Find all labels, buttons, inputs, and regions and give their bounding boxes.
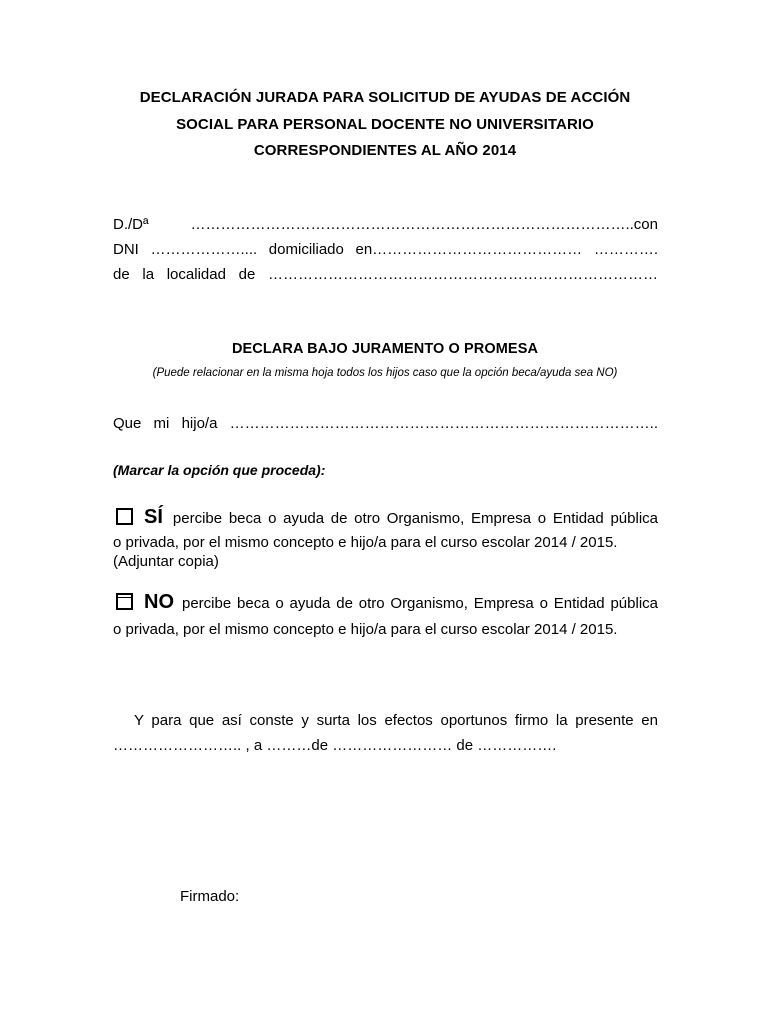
closing-line-1: Y para que así conste y surta los efectos oportunos firmo la presente en (134, 712, 658, 729)
declaration-heading: DECLARA BAJO JURAMENTO O PROMESA (231, 341, 539, 357)
child-name-line: Que mi hijo/a ………………………………………………………………………….. (113, 415, 658, 432)
no-option-first-line (144, 591, 658, 614)
declaration-note: (Puede relacionar en la misma hoja todos los hijos caso que la opción beca/ayuda sea NO) (152, 367, 618, 379)
identity-dni-address-line: DNI ……………….... domiciliado en…………………………………… …………. (113, 241, 658, 258)
document-title-line-2: SOCIAL PARA PERSONAL DOCENTE NO UNIVERSITARIO (176, 116, 594, 133)
yes-option-text-2: o privada, por el mismo concepto e hijo/a para el curso escolar 2014 / 2015. (113, 534, 618, 551)
yes-checkbox[interactable] (116, 508, 133, 525)
yes-option-label: SÍ (144, 506, 163, 528)
identity-locality-line: de la localidad de …………………………………………………………………… (113, 266, 658, 283)
closing-place-date-line: …………………….. , a ………de …………………… de ……………. (113, 737, 557, 754)
no-option-text-2: o privada, por el mismo concepto e hijo/a para el curso escolar 2014 / 2015. (113, 621, 618, 638)
yes-option-text-3: (Adjuntar copia) (113, 553, 219, 570)
document-title-line-3: CORRESPONDIENTES AL AÑO 2014 (253, 142, 517, 159)
signature-label: Firmado: (180, 888, 240, 905)
no-option-text-1: percibe beca o ayuda de otro Organismo, Empresa o Entidad pública (182, 595, 658, 612)
yes-option-text-1: percibe beca o ayuda de otro Organismo, Empresa o Entidad pública (172, 510, 658, 527)
selection-instruction: (Marcar la opción que proceda): (113, 462, 326, 478)
document-title-line-1: DECLARACIÓN JURADA PARA SOLICITUD DE AYUDAS DE ACCIÓN (139, 89, 631, 106)
no-checkbox[interactable] (116, 593, 133, 610)
yes-option-first-line (144, 506, 658, 529)
identity-name-line: D./Dª ……………………………………………………………………………..con (113, 216, 658, 233)
no-option-label: NO (144, 591, 174, 613)
